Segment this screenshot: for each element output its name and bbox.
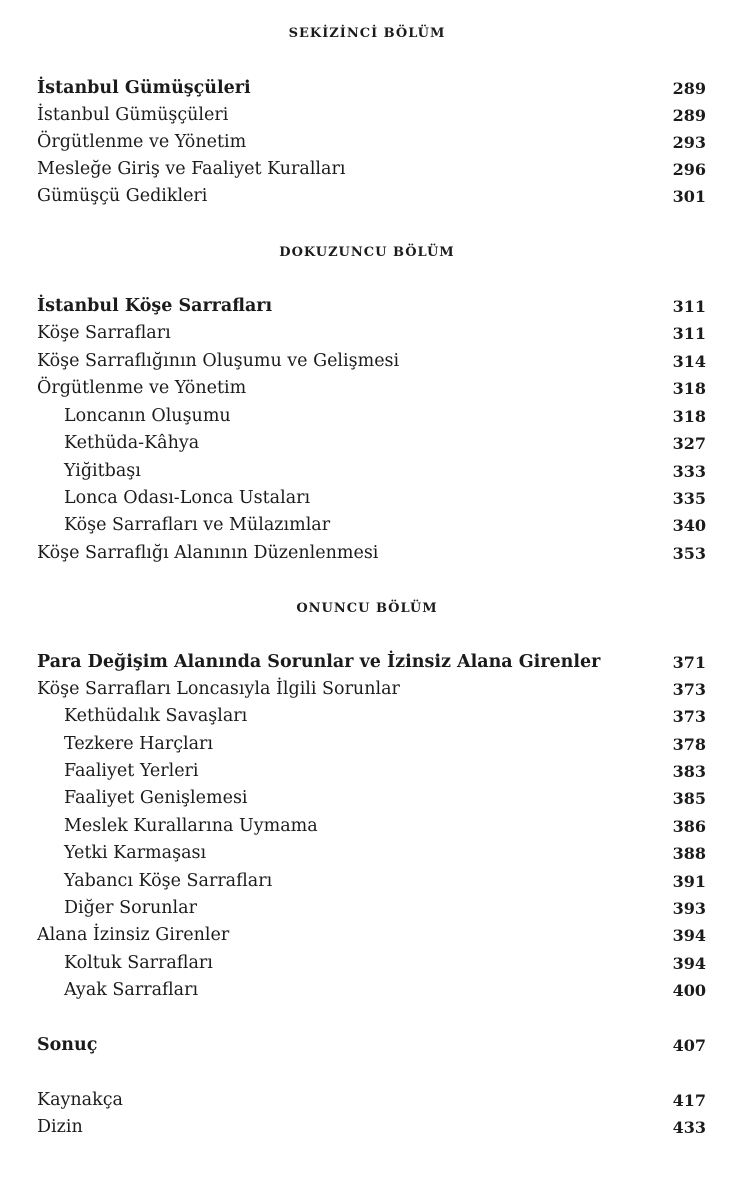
- entry-title: Köşe Sarraflığı Alanının Düzenlenmesi: [37, 543, 379, 563]
- toc-entry[interactable]: [0, 731, 734, 758]
- toc-entry[interactable]: [0, 75, 734, 102]
- entry-title: Kethüdalık Savaşları: [64, 706, 248, 726]
- entry-page: 333: [672, 462, 706, 481]
- entry-page: 311: [672, 324, 706, 343]
- toc-entry[interactable]: [0, 320, 734, 347]
- entry-page: 353: [672, 544, 706, 563]
- entry-title: Yiğitbaşı: [64, 461, 141, 481]
- toc-entry-index[interactable]: [0, 1114, 734, 1141]
- entry-page: 391: [672, 872, 706, 891]
- entry-page: 386: [672, 817, 706, 836]
- entry-page: 378: [672, 735, 706, 754]
- entry-title: Diğer Sorunlar: [64, 898, 197, 918]
- entry-page: 385: [672, 789, 706, 808]
- toc-entry[interactable]: [0, 922, 734, 949]
- entry-title: Faaliyet Genişlemesi: [64, 788, 248, 808]
- entry-title: Ayak Sarrafları: [64, 980, 199, 1000]
- toc-entry[interactable]: [0, 813, 734, 840]
- toc-entry[interactable]: [0, 102, 734, 129]
- entry-page: 301: [672, 187, 706, 206]
- entry-title: Kethüda-Kâhya: [64, 433, 200, 453]
- entry-page: 400: [672, 981, 706, 1000]
- entry-title: Faaliyet Yerleri: [64, 761, 199, 781]
- entry-page: 433: [672, 1118, 706, 1137]
- entry-title: Meslek Kurallarına Uymama: [64, 816, 318, 836]
- entry-page: 314: [672, 352, 706, 371]
- toc-entry[interactable]: [0, 895, 734, 922]
- entry-title: Loncanın Oluşumu: [64, 406, 231, 426]
- entry-title: Köşe Sarrafları Loncasıyla İlgili Sorunlar: [37, 679, 400, 699]
- entry-page: 407: [672, 1036, 706, 1055]
- toc-entry[interactable]: [0, 348, 734, 375]
- entry-page: 373: [672, 707, 706, 726]
- entry-page: 393: [672, 899, 706, 918]
- toc-entry[interactable]: [0, 540, 734, 567]
- entry-page: 371: [672, 653, 706, 672]
- entry-page: 318: [672, 407, 706, 426]
- toc-entry[interactable]: [0, 485, 734, 512]
- entry-page: 318: [672, 379, 706, 398]
- entry-page: 335: [672, 489, 706, 508]
- entry-title: Örgütlenme ve Yönetim: [37, 378, 247, 398]
- entry-title: Gümüşçü Gedikleri: [37, 186, 208, 206]
- entry-title: Köşe Sarraflığının Oluşumu ve Gelişmesi: [37, 351, 400, 371]
- toc-entry[interactable]: [0, 977, 734, 1004]
- entry-title: Para Değişim Alanında Sorunlar ve İzinsiz Alana Girenler: [37, 652, 601, 672]
- entry-title: Koltuk Sarrafları: [64, 953, 213, 973]
- entry-title: Köşe Sarrafları ve Mülazımlar: [64, 515, 331, 535]
- toc-entry[interactable]: [0, 649, 734, 676]
- chapter-heading: DOKUZUNCU BÖLÜM: [279, 245, 455, 260]
- entry-title: Mesleğe Giriş ve Faaliyet Kuralları: [37, 159, 346, 179]
- toc-entry-conclusion[interactable]: [0, 1032, 734, 1059]
- toc-entry[interactable]: [0, 403, 734, 430]
- toc-entry[interactable]: [0, 430, 734, 457]
- toc-entry[interactable]: [0, 293, 734, 320]
- entry-title: Yabancı Köşe Sarrafları: [64, 871, 273, 891]
- entry-page: 289: [672, 106, 706, 125]
- entry-page: 289: [672, 79, 706, 98]
- entry-page: 394: [672, 954, 706, 973]
- entry-title: İstanbul Köşe Sarrafları: [37, 296, 273, 316]
- entry-page: 311: [672, 297, 706, 316]
- toc-entry-bibliography[interactable]: [0, 1087, 734, 1114]
- toc-entry[interactable]: [0, 183, 734, 210]
- entry-page: 394: [672, 926, 706, 945]
- entry-page: 373: [672, 680, 706, 699]
- toc-entry[interactable]: [0, 156, 734, 183]
- entry-title: Sonuç: [37, 1035, 98, 1055]
- toc-entry[interactable]: [0, 785, 734, 812]
- toc-entry[interactable]: [0, 758, 734, 785]
- entry-title: İstanbul Gümüşçüleri: [37, 105, 229, 125]
- entry-page: 296: [672, 160, 706, 179]
- entry-title: İstanbul Gümüşçüleri: [37, 78, 251, 98]
- entry-title: Alana İzinsiz Girenler: [37, 925, 230, 945]
- entry-title: Yetki Karmaşası: [64, 843, 207, 863]
- toc-entry[interactable]: [0, 375, 734, 402]
- entry-title: Tezkere Harçları: [64, 734, 213, 754]
- chapter-heading: SEKİZİNCİ BÖLÜM: [288, 26, 446, 41]
- toc-entry[interactable]: [0, 950, 734, 977]
- entry-page: 383: [672, 762, 706, 781]
- entry-title: Örgütlenme ve Yönetim: [37, 132, 247, 152]
- toc-entry[interactable]: [0, 840, 734, 867]
- entry-title: Lonca Odası-Lonca Ustaları: [64, 488, 311, 508]
- toc-entry[interactable]: [0, 458, 734, 485]
- entry-page: 340: [672, 516, 706, 535]
- toc-entry[interactable]: [0, 703, 734, 730]
- toc-entry[interactable]: [0, 512, 734, 539]
- entry-page: 293: [672, 133, 706, 152]
- entry-page: 417: [672, 1091, 706, 1110]
- toc-entry[interactable]: [0, 129, 734, 156]
- toc-entry[interactable]: [0, 868, 734, 895]
- entry-title: Kaynakça: [37, 1090, 123, 1110]
- entry-title: Dizin: [37, 1117, 83, 1137]
- entry-title: Köşe Sarrafları: [37, 323, 171, 343]
- entry-page: 327: [672, 434, 706, 453]
- toc-entry[interactable]: [0, 676, 734, 703]
- entry-page: 388: [672, 844, 706, 863]
- chapter-heading: ONUNCU BÖLÜM: [296, 601, 438, 616]
